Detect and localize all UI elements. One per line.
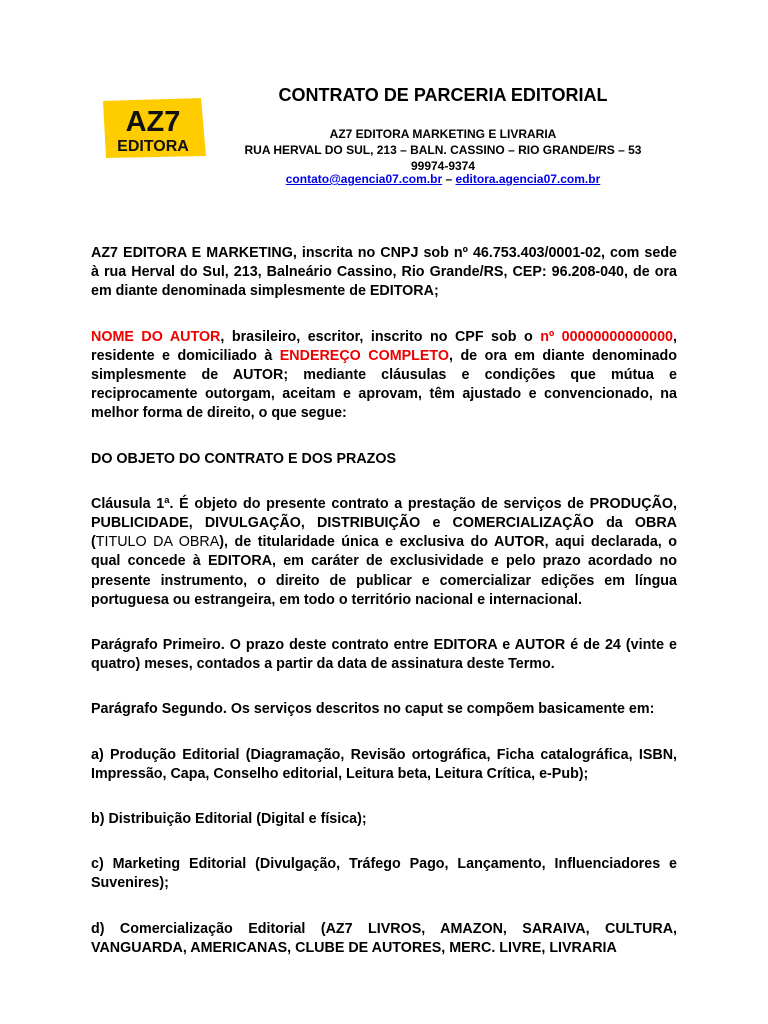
work-title-placeholder: TITULO DA OBRA (95, 534, 220, 551)
list-item-c: c) Marketing Editorial (Divulgação, Tráfego Pago, Lançamento, Influenciadores e Suvenires); (91, 856, 677, 892)
author-paragraph (91, 328, 677, 424)
list-item-d: d) Comercialização Editorial (AZ7 LIVROS, AMAZON, SARAIVA, CULTURA, VANGUARDA, AMERICANAS, CLUBE DE AUTORES, MERC. LIVRE, LIVRARIA (91, 920, 677, 956)
company-block (228, 126, 658, 174)
section-heading: DO OBJETO DO CONTRATO E DOS PRAZOS (91, 450, 397, 467)
website-link[interactable]: editora.agencia07.com.br (455, 172, 601, 186)
list-item-a: a) Produção Editorial (Diagramação, Revisão ortográfica, Ficha catalográfica, ISBN, Impressão, Capa, Conselho editorial, Leitura beta, Leitura Crítica, e-Pub); (91, 746, 677, 782)
list-item-b: b) Distribuição Editorial (Digital e física); (91, 811, 367, 828)
cpf-placeholder: nº 00000000000000 (540, 328, 673, 345)
author-name-placeholder: NOME DO AUTOR (91, 328, 221, 345)
contact-links (228, 171, 658, 187)
publisher-paragraph: AZ7 EDITORA E MARKETING, inscrita no CNPJ sob nº 46.753.403/0001-02, com sede à rua Herval do Sul, 213, Balneário Cassino, Rio Grande/RS, CEP: 96.208-040, de ora em diante denominada simplesmente de EDITORA; (91, 245, 677, 300)
paragraph-first: Parágrafo Primeiro. O prazo deste contrato entre EDITORA e AUTOR é de 24 (vinte e quatro) meses, contados a partir da data de assinatura deste Termo. (91, 637, 677, 673)
company-name: AZ7 EDITORA MARKETING E LIVRARIA (329, 127, 557, 141)
svg-text:EDITORA: EDITORA (117, 138, 189, 155)
clause-1-text-2: ), de titularidade única e exclusiva do AUTOR, aqui declarada, o qual concede à EDITORA, em caráter de exclusividade e pelo prazo acordado no presente instrumento, o direito de publicar e comercializar edições em língua portuguesa ou estrangeira, em todo o território nacional e internacional. (91, 534, 677, 608)
az7-editora-logo (103, 98, 206, 158)
author-text-3: , de ora em diante denominado simplesmente de AUTOR; mediante cláusulas e condições que mútua e reciprocamente outorgam, aceitam e aprovam, têm ajustado e convencionado, na melhor forma de direito, o que segue: (91, 347, 677, 422)
svg-text:AZ7: AZ7 (125, 106, 181, 138)
author-text-2: , residente e domiciliado à (91, 328, 677, 364)
contract-title: CONTRATO DE PARCERIA EDITORIAL (278, 85, 608, 105)
clause-1 (91, 495, 677, 610)
contract-body (91, 244, 677, 984)
company-address: RUA HERVAL DO SUL, 213 – BALN. CASSINO – RIO GRANDE/RS – 53 99974-9374 (244, 143, 642, 173)
author-text-1: , brasileiro, escritor, inscrito no CPF sob o (220, 328, 541, 345)
contact-separator: – (445, 172, 453, 186)
paragraph-second: Parágrafo Segundo. Os serviços descritos no caput se compõem basicamente em: (91, 701, 655, 718)
email-link[interactable]: contato@agencia07.com.br (285, 172, 443, 186)
address-placeholder: ENDEREÇO COMPLETO (279, 347, 450, 364)
clause-1-text-1: Cláusula 1ª. É objeto do presente contrato a prestação de serviços de PRODUÇÃO, PUBLICIDADE, DIVULGAÇÃO, DISTRIBUIÇÃO e COMERCIALIZAÇÃO da OBRA ( (91, 495, 677, 551)
